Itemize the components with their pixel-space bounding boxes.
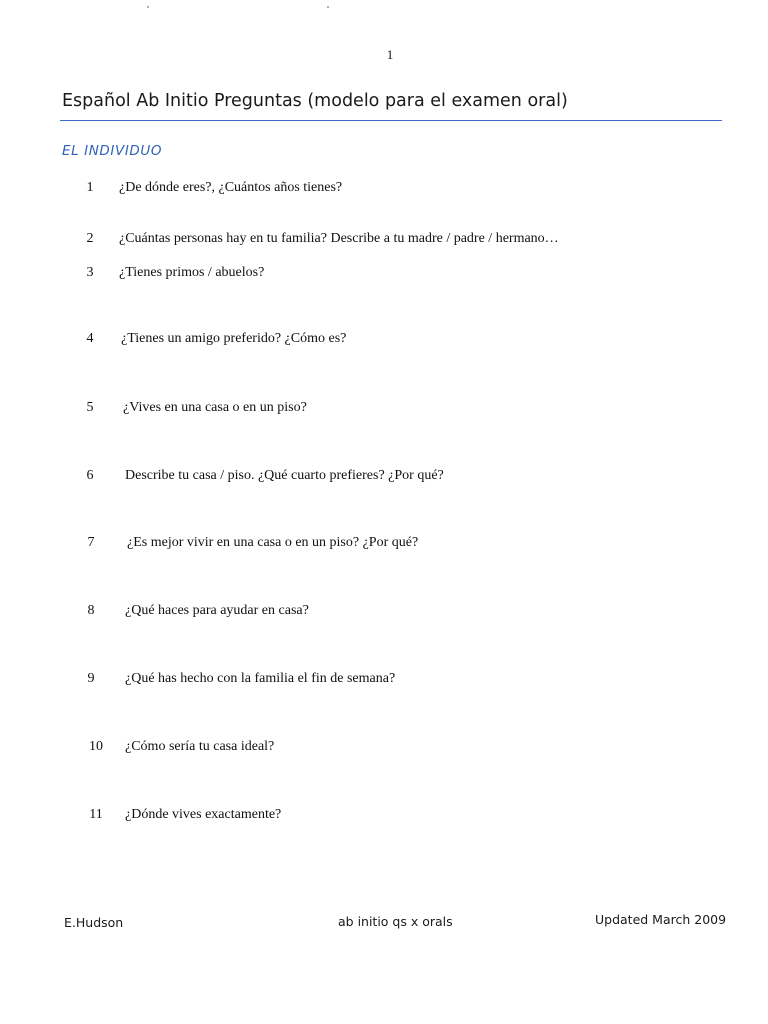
question-text: ¿Tienes primos / abuelos? — [119, 265, 265, 280]
question-text: ¿Tienes un amigo preferido? ¿Cómo es? — [121, 331, 347, 346]
question-number: 11 — [89, 807, 103, 822]
question-number: 2 — [86, 231, 94, 246]
footer-file-name: ab initio qs x orals — [338, 914, 453, 929]
question-number: 9 — [87, 671, 95, 686]
question-text: ¿Es mejor vivir en una casa o en un piso? ¿Por qué? — [127, 535, 419, 550]
question-text: ¿Qué has hecho con la familia el fin de semana? — [125, 671, 396, 686]
question-number: 7 — [87, 535, 95, 550]
question-number: 5 — [86, 400, 94, 415]
question-text: Describe tu casa / piso. ¿Qué cuarto prefieres? ¿Por qué? — [125, 468, 444, 483]
question-number: 3 — [86, 265, 94, 280]
question-number: 10 — [89, 739, 103, 754]
page-number: 1 — [386, 47, 394, 62]
question-text: ¿Vives en una casa o en un piso? — [123, 400, 307, 415]
question-number: 8 — [87, 603, 95, 618]
question-text: ¿Cuántas personas hay en tu familia? Describe a tu madre / padre / hermano… — [119, 231, 559, 246]
question-number: 1 — [86, 180, 94, 195]
question-text: ¿Qué haces para ayudar en casa? — [125, 603, 309, 618]
footer-updated-date: Updated March 2009 — [595, 912, 727, 927]
question-text: ¿De dónde eres?, ¿Cuántos años tienes? — [119, 180, 343, 195]
question-text: ¿Cómo sería tu casa ideal? — [125, 739, 275, 754]
title-underline — [60, 120, 722, 121]
footer-author: E.Hudson — [64, 915, 124, 930]
question-text: ¿Dónde vives exactamente? — [125, 807, 282, 822]
section-heading: EL INDIVIDUO — [62, 143, 163, 159]
document-title: Español Ab Initio Preguntas (modelo para el examen oral) — [62, 91, 568, 111]
scan-speck — [327, 6, 329, 8]
question-number: 6 — [86, 468, 94, 483]
scan-speck — [147, 6, 149, 8]
question-number: 4 — [86, 331, 94, 346]
